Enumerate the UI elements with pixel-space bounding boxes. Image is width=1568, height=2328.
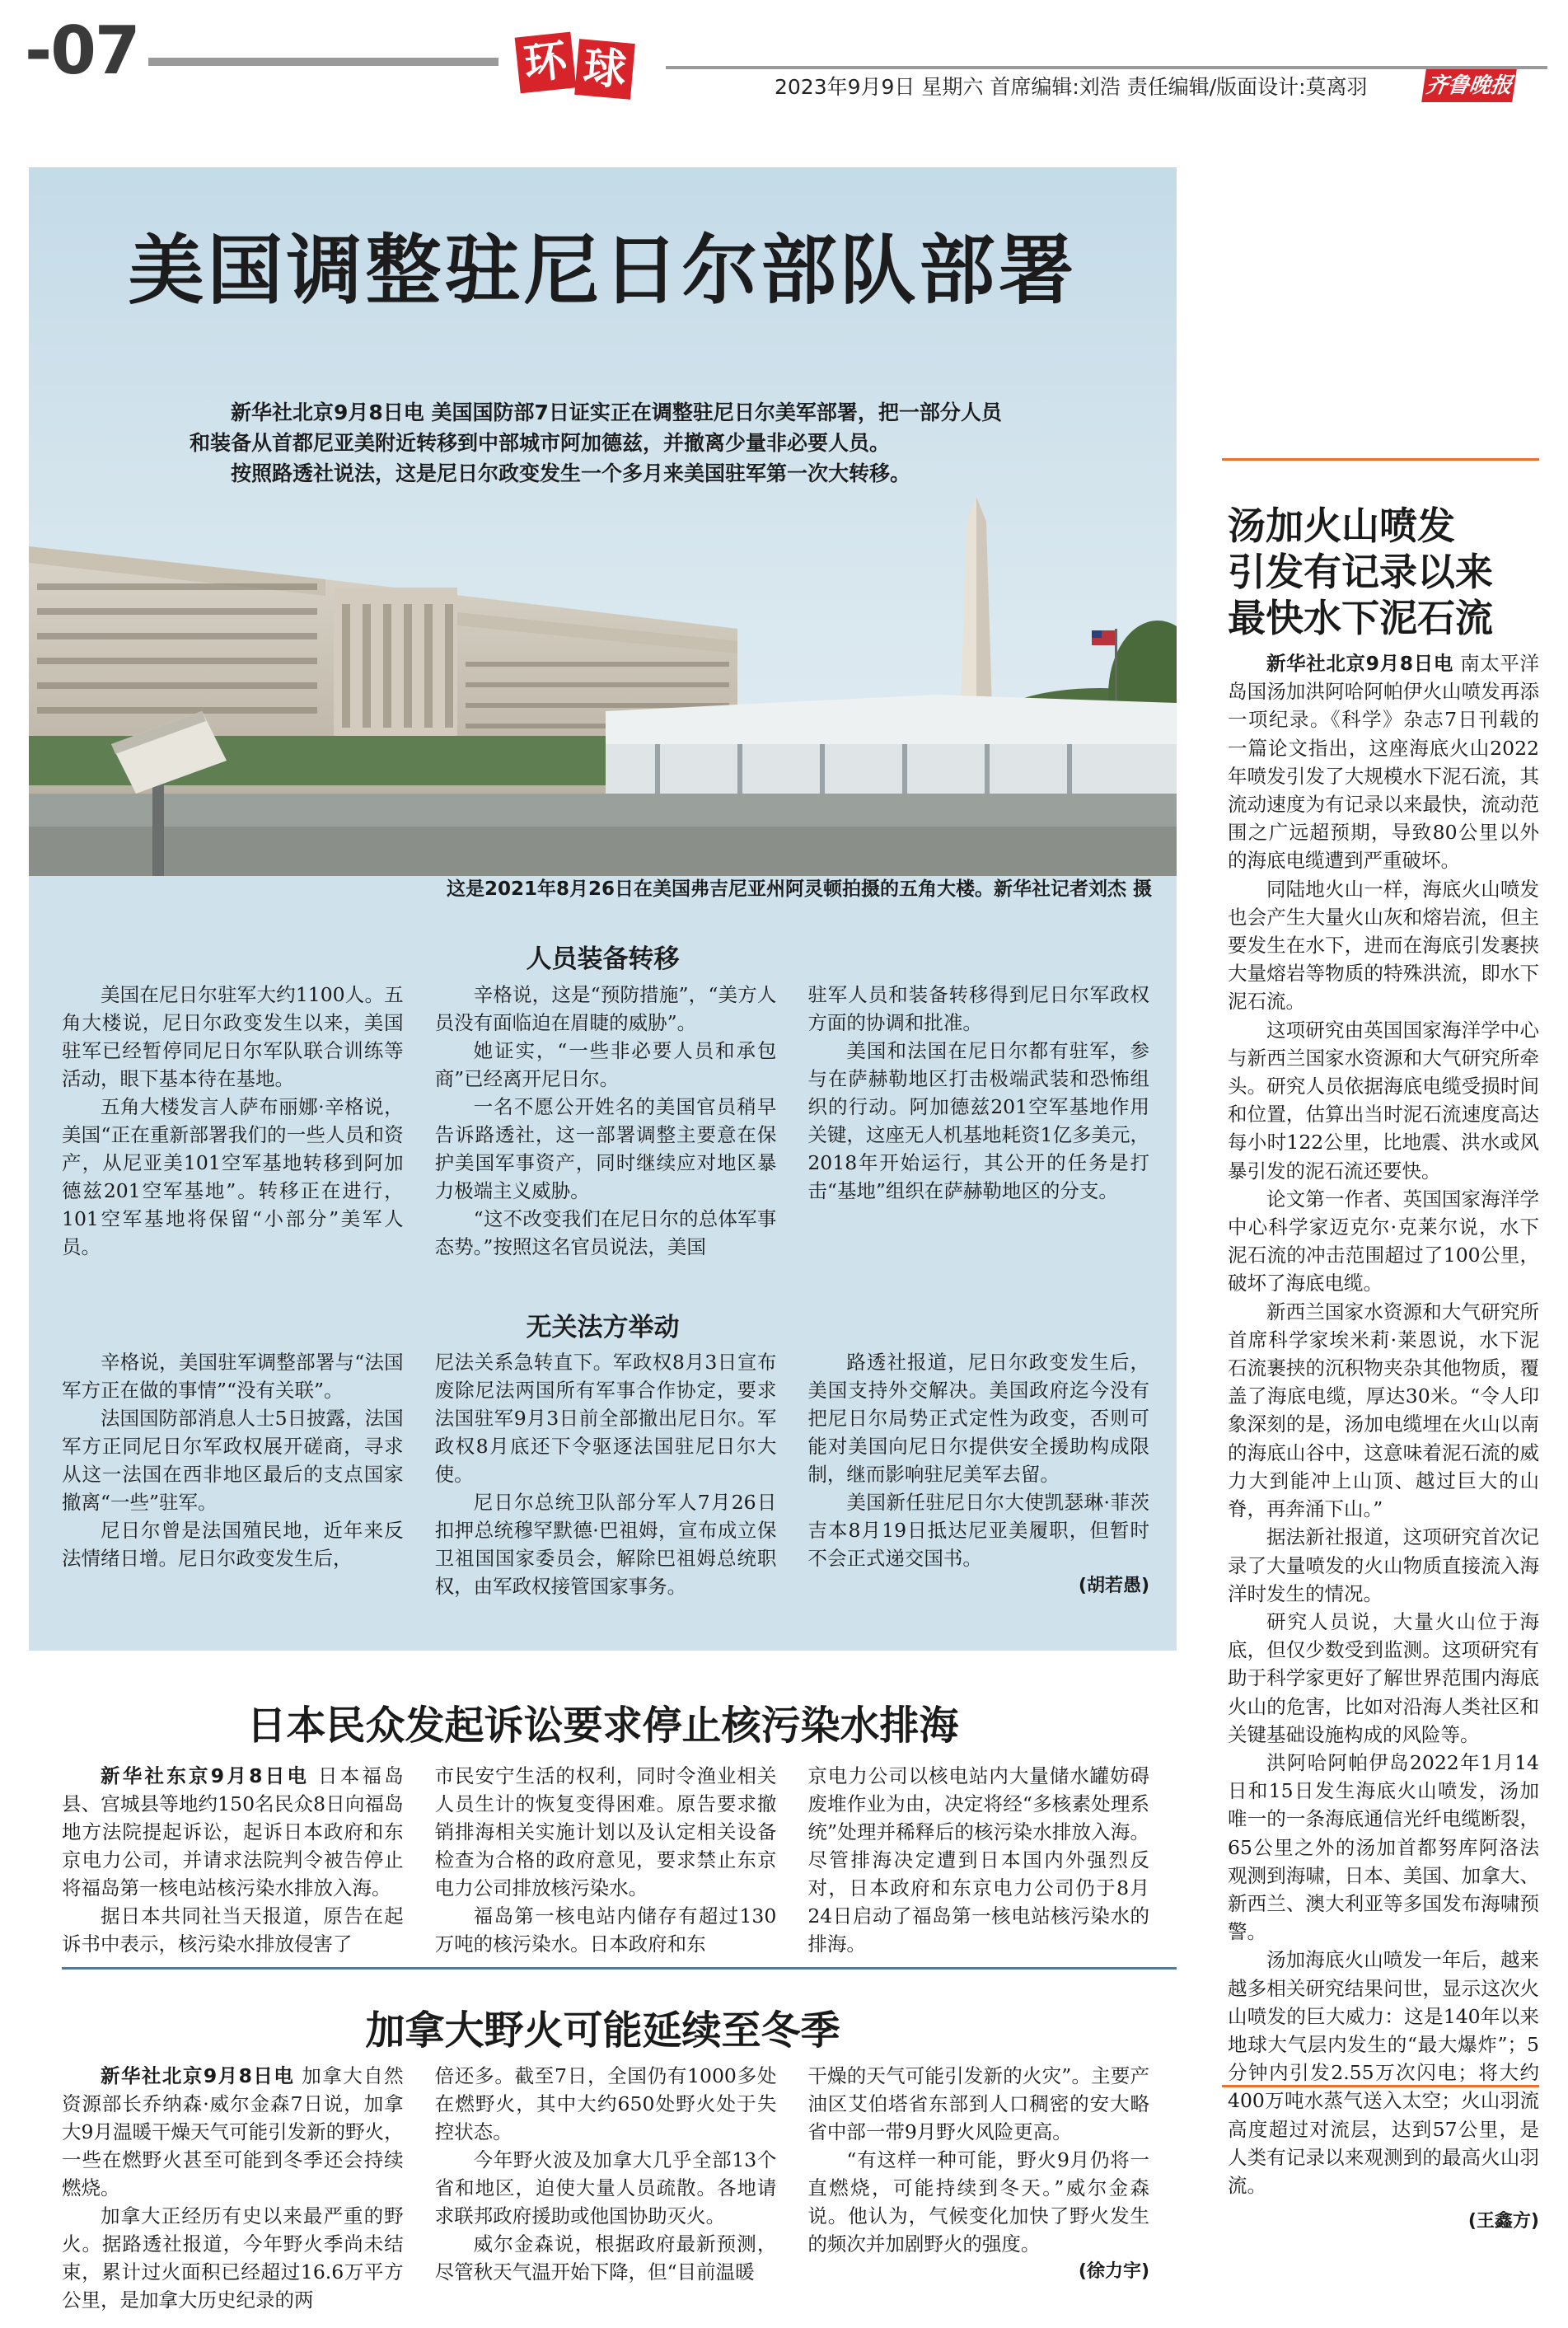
paragraph: 加拿大自然资源部长乔纳森·威尔金森7日说，加拿大9月温暖干燥天气可能引发新的野火，一些在燃野火甚至可能到冬季还会持续燃烧。 [62,2064,404,2199]
story-divider [62,1967,1177,1970]
header-rule-left [148,58,498,66]
canada-story-headline: 加拿大野火可能延续至冬季 [365,2007,840,2054]
paragraph: 论文第一作者、英国国家海洋学中心科学家迈克尔·克莱尔说，水下泥石流的冲击范围超过了100公里，破坏了海底电缆。 [1228,1187,1539,1295]
section-badge [517,35,633,97]
header-rule-right [666,66,1547,69]
japan-story-columns [62,1762,1149,1958]
section1-col-2 [435,981,777,1261]
japan-col-2 [435,1762,777,1958]
main-headline: 美国调整驻尼日尔部队部署 [128,227,1078,315]
paragraph: 尼法关系急转直下。军政权8月3日宣布废除尼法两国所有军事合作协定，要求法国驻军9月3日前全部撤出尼日尔。军政权8月底还下令驱逐法国驻尼日尔大使。 [434,1351,777,1486]
main-lead-dateline: 新华社北京9月8日电 [231,400,424,424]
canada-story-columns [62,2062,1149,2314]
section-heading-france: 无关法方举动 [526,1313,680,1342]
paragraph: 新西兰国家水资源和大气研究所首席科学家埃米莉·莱恩说，水下泥石流裹挟的沉积物夹杂其他物质，覆盖了海底电缆，厚达30米。“令人印象深刻的是，汤加电缆埋在火山以南的海底山谷中，这意味着泥石流的威力大到能冲上山顶、越过巨大的山脊，再奔涌下山。” [1228,1300,1539,1521]
section-char-2: 球 [574,39,635,100]
paragraph: 美国新任驻尼日尔大使凯瑟琳·菲茨吉本8月19日抵达尼亚美履职，但暂时不会正式递交国书。 [807,1491,1150,1570]
section2-col-1 [62,1348,404,1600]
japan-dateline: 新华社东京9月8日电 [101,1764,310,1787]
paragraph: 研究人员说，大量火山位于海底，但仅少数受到监测。这项研究有助于科学家更好了解世界范围内海底火山的危害，比如对沿海人类社区和关键基础设施构成的风险等。 [1228,1609,1539,1746]
canada-col-3 [807,2062,1149,2314]
paragraph: 据日本共同社当天报道，原告在起诉书中表示，核污染水排放侵害了 [62,1904,404,1956]
section-heading-personnel: 人员装备转移 [526,944,680,974]
paragraph: 美国和法国在尼日尔都有驻军，参与在萨赫勒地区打击极端武装和恐怖组织的行动。阿加德兹201空军基地作用关键，这座无人机基地耗资1亿多美元，2018年开始运行，其公开的任务是打击“基地”组织在萨赫勒地区的分支。 [807,1039,1150,1202]
side-title-line: 最快水下泥石流 [1228,596,1493,640]
byline: (王鑫方) [1467,2211,1539,2232]
paragraph: 尼日尔曾是法国殖民地，近年来反法情绪日增。尼日尔政变发生后， [62,1519,404,1570]
paragraph: “这不改变我们在尼日尔的总体军事态势。”按照这名官员说法，美国 [434,1207,777,1258]
paragraph: 福岛第一核电站内储存有超过130万吨的核污染水。日本政府和东 [434,1904,777,1956]
canada-col-1 [62,2062,404,2314]
paragraph: 今年野火波及加拿大几乎全部13个省和地区，迫使大量人员疏散。各地请求联邦政府援助或他国协助灭火。 [434,2148,777,2227]
paragraph: 驻军人员和装备转移得到尼日尔军政权方面的协调和批准。 [807,983,1150,1034]
paragraph: “有这样一种可能，野火9月仍将一直燃烧，可能持续到冬天。”威尔金森说。他认为，气候变化加快了野火发生的频次并加剧野火的强度。 [807,2148,1150,2255]
side-title-line: 汤加火山喷发 [1228,504,1455,548]
side-story-body [1228,649,1539,2236]
main-lead-text-1: 美国国防部7日证实正在调整驻尼日尔美军部署，把一部分人员和装备从首都尼亚美附近转移到中部城市阿加德兹，并撤离少量非必要人员。 [190,400,1002,455]
date-line: 2023年9月9日 星期六 首席编辑:刘浩 责任编辑/版面设计:莫离羽 [775,75,1368,99]
paragraph: 一名不愿公开姓名的美国官员稍早告诉路透社，这一部署调整主要意在保护美国军事资产，同时继续应对地区暴力极端主义威胁。 [434,1095,777,1202]
paragraph: 美国在尼日尔驻军大约1100人。五角大楼说，尼日尔政变发生以来，美国驻军已经暂停同尼日尔军队联合训练等活动，眼下基本待在基地。 [62,983,404,1090]
paragraph: 汤加海底火山喷发一年后，越来越多相关研究结果问世，显示这次火山喷发的巨大威力：这是140年以来地球大气层内发生的“最大爆炸”；5分钟内引发2.55万次闪电；将大约400万吨水蒸气送入太空；火山羽流高度超过对流层，达到57公里，是人类有记录以来观测到的最高火山羽流。 [1228,1948,1539,2197]
byline: (徐力宇) [1078,2261,1150,2282]
japan-col-1 [62,1762,404,1958]
paragraph: 尼日尔总统卫队部分军人7月26日扣押总统穆罕默德·巴祖姆，宣布成立保卫祖国国家委员会，解除巴祖姆总统职权，由军政权接管国家事务。 [434,1491,777,1598]
masthead-logo: 齐鲁晚报 [1421,69,1517,102]
side-story-headline [1228,503,1541,641]
section2-col-2 [435,1348,777,1600]
byline: (胡若愚) [1078,1576,1150,1596]
main-lead-text-2: 按照路透社说法，这是尼日尔政变发生一个多月来美国驻军第一次大转移。 [231,461,911,485]
paragraph: 路透社报道，尼日尔政变发生后，美国支持外交解决。美国政府迄今没有把尼日尔局势正式定性为政变，否则可能对美国向尼日尔提供安全援助构成限制，继而影响驻尼美军去留。 [807,1351,1150,1486]
main-lead [190,397,1013,489]
paragraph: 她证实，“一些非必要人员和承包商”已经离开尼日尔。 [434,1039,777,1090]
japan-story-headline: 日本民众发起诉讼要求停止核污染水排海 [246,1703,959,1749]
paragraph: 干燥的天气可能引发新的火灾”。主要产油区艾伯塔省东部到人口稠密的安大略省中部一带9月野火风险更高。 [807,2064,1150,2143]
side-story-rule-top [1222,458,1539,461]
paragraph: 辛格说，这是“预防措施”，“美方人员没有面临迫在眉睫的威胁”。 [434,983,777,1034]
photo-caption: 这是2021年8月26日在美国弗吉尼亚州阿灵顿拍摄的五角大楼。新华社记者刘杰 摄 [446,878,1152,900]
side-story-rule-bottom [1222,2085,1539,2087]
paragraph: 加拿大正经历有史以来最严重的野火。据路透社报道，今年野火季尚未结束，累计过火面积已经超过16.6万平方公里，是加拿大历史纪录的两 [62,2204,404,2312]
section2-col-3 [807,1348,1149,1600]
side-title-line: 引发有记录以来 [1228,550,1493,594]
paragraph: 据法新社报道，这项研究首次记录了大量喷发的火山物质直接流入海洋时发生的情况。 [1228,1525,1539,1605]
paragraph: 洪阿哈阿帕伊岛2022年1月14日和15日发生海底火山喷发，汤加唯一的一条海底通信光纤电缆断裂，65公里之外的汤加首都努库阿洛法观测到海啸，日本、美国、加拿大、新西兰、澳大利亚等多国发布海啸预警。 [1228,1750,1539,1944]
paragraph: 同陆地火山一样，海底火山喷发也会产生大量火山灰和熔岩流，但主要发生在水下，进而在海底引发裹挟大量熔岩等物质的特殊洪流，即水下泥石流。 [1228,877,1539,1014]
paragraph: 市民安宁生活的权利，同时令渔业相关人员生计的恢复变得困难。原告要求撤销排海相关实施计划以及认定相关设备检查为合格的政府意见，要求禁止东京电力公司排放核污染水。 [434,1764,777,1899]
paragraph: 南太平洋岛国汤加洪阿哈阿帕伊火山喷发再添一项纪录。《科学》杂志7日刊载的一篇论文指出，这座海底火山2022年喷发引发了大规模水下泥石流，其流动速度为有记录以来最快，流动范围之广远超预期，导致80公里以外的海底电缆遭到严重破坏。 [1228,652,1539,873]
paragraph: 辛格说，美国驻军调整部署与“法国军方正在做的事情”“没有关联”。 [62,1351,404,1402]
paragraph: 京电力公司以核电站内大量储水罐妨碍废堆作业为由，决定将经“多核素处理系统”处理并稀释后的核污染水排放入海。尽管排海决定遭到日本国内外强烈反对，日本政府和东京电力公司仍于8月24日启动了福岛第一核电站核污染水的排海。 [807,1764,1150,1956]
paragraph: 这项研究由英国国家海洋学中心与新西兰国家水资源和大气研究所牵头。研究人员依据海底电缆受损时间和位置，估算出当时泥石流速度高达每小时122公里，比地震、洪水或风暴引发的泥石流还要快。 [1228,1018,1539,1183]
side-dateline: 新华社北京9月8日电 [1266,652,1453,675]
paragraph: 五角大楼发言人萨布丽娜·辛格说，美国“正在重新部署我们的一些人员和资产，从尼亚美101空军基地转移到阿加德兹201空军基地”。转移正在进行，101空军基地将保留“小部分”美军人员。 [62,1095,404,1258]
section1-col-1 [62,981,404,1261]
paragraph: 日本福岛县、宫城县等地约150名民众8日向福岛地方法院提起诉讼，起诉日本政府和东京电力公司，并请求法院判令被告停止将福岛第一核电站核污染水排放入海。 [62,1764,404,1899]
section1-col-3 [807,981,1149,1261]
canada-col-2 [435,2062,777,2314]
page-number: -07 [25,12,139,89]
section1-columns [62,981,1149,1261]
canada-dateline: 新华社北京9月8日电 [101,2064,295,2087]
japan-col-3 [807,1762,1149,1958]
section-char-1: 环 [515,32,577,94]
paragraph: 法国国防部消息人士5日披露，法国军方正同尼日尔军政权展开磋商，寻求从这一法国在西非地区最后的支点国家撤离“一些”驻军。 [62,1407,404,1514]
paragraph: 倍还多。截至7日，全国仍有1000多处在燃野火，其中大约650处野火处于失控状态。 [434,2064,777,2143]
paragraph: 威尔金森说，根据政府最新预测，尽管秋天气温开始下降，但“目前温暖 [434,2232,777,2284]
section2-columns [62,1348,1149,1600]
